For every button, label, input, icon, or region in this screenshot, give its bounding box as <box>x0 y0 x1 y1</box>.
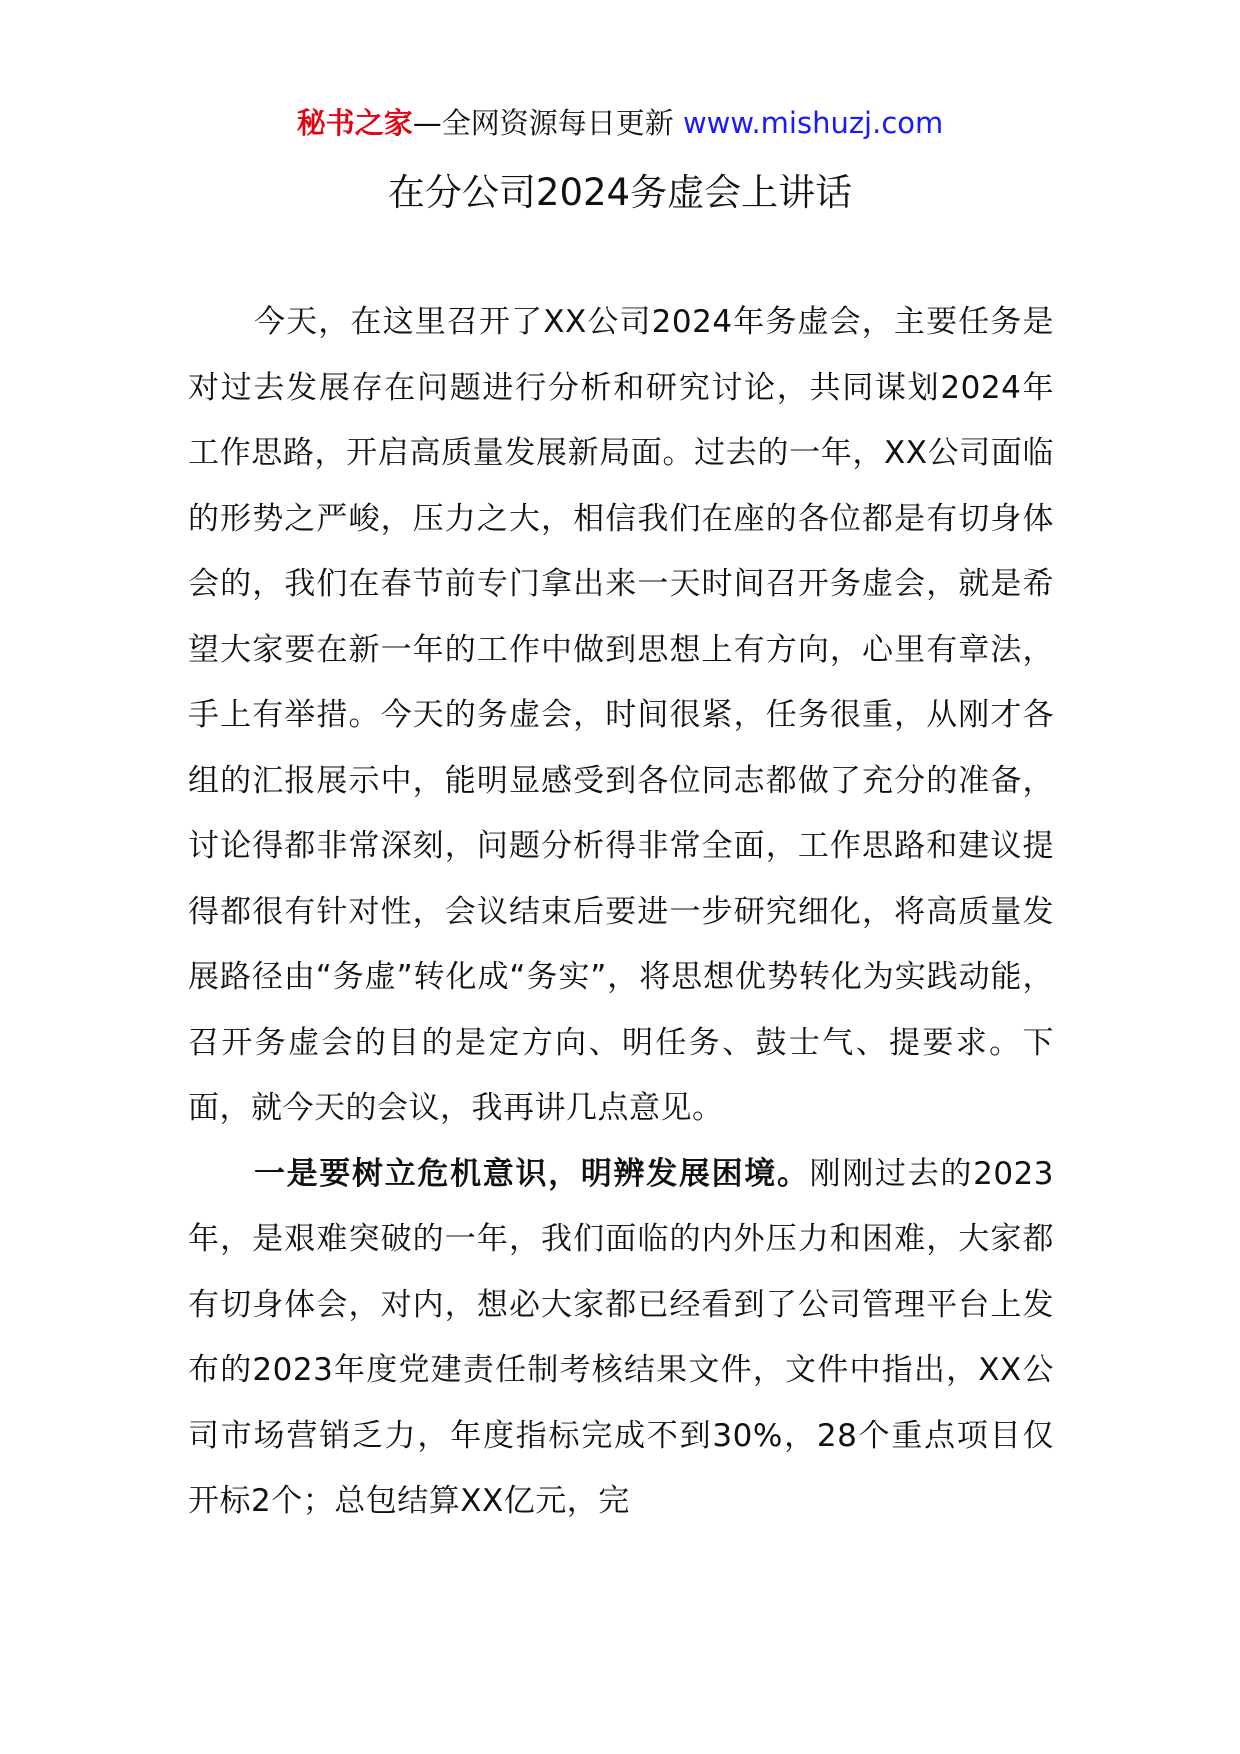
brand-name: 秘书之家 <box>296 106 413 140</box>
paragraph-point-one-heading: 一是要树立危机意识，明辨发展困境。 <box>254 1155 810 1192</box>
header-tagline: —全网资源每日更新 <box>412 106 674 140</box>
site-header <box>0 103 1240 143</box>
document-title: 在分公司2024务虚会上讲话 <box>387 171 853 214</box>
paragraph-intro-text: 今天，在这里召开了XX公司2024年务虚会，主要任务是对过去发展存在问题进行分析和研究讨论，共同谋划2024年工作思路，开启高质量发展新局面。过去的一年，XX公司面临的形势之严峻，压力之大，相信我们在座的各位都是有切身体会的，我们在春节前专门拿出来一天时间召开务虚会，就是希望大家要在新一年的工作中做到思想上有方向，心里有章法，手上有举措。今天的务虚会，时间很紧，任务很重，从刚才各组的汇报展示中，能明显感受到各位同志都做了充分的准备，讨论得都非常深刻，问题分析得非常全面，工作思路和建议提得都很有针对性，会议结束后要进一步研究细化，将高质量发展路径由“务虚”转化成“务实”，将思想优势转化为实践动能，召开务虚会的目的是定方向、明任务、鼓士气、提要求。下面，就今天的会议，我再讲几点意见。 <box>188 304 1054 1126</box>
site-url-link[interactable]: www.mishuzj.com <box>682 106 944 140</box>
paragraph-point-one-text: 刚刚过去的2023年，是艰难突破的一年，我们面临的内外压力和困难，大家都有切身体会，对内，想必大家都已经看到了公司管理平台上发布的2023年度党建责任制考核结果文件，文件中指出，XX公司市场营销乏力，年度指标完成不到30%，28个重点项目仅开标2个；总包结算XX亿元，完 <box>188 1155 1054 1519</box>
paragraph-point-one <box>188 1142 1054 1535</box>
document-body <box>188 290 1054 1535</box>
paragraph-intro <box>188 290 1054 1142</box>
